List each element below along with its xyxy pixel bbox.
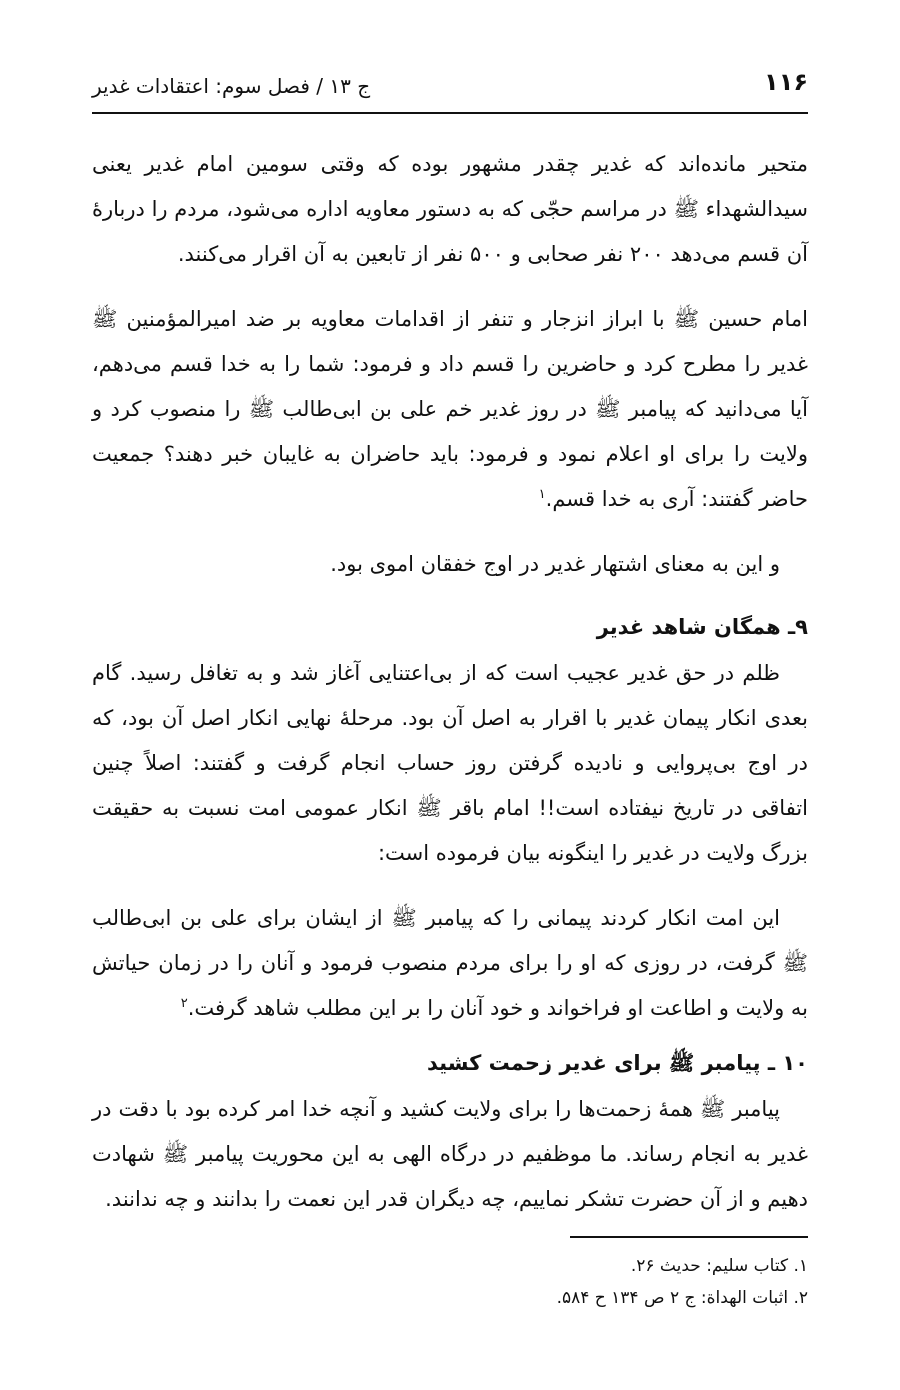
section-heading: ۹ـ همگان شاهد غدیر [596,615,808,639]
quote-paragraph [92,896,808,1031]
running-title: ج ۱۳ / فصل سوم: اعتقادات غدیر [92,74,371,98]
footnote-mark: ۲ [180,996,188,1011]
paragraph: ظلم در حق غدیر عجیب است که از بی‌اعتنایی آغاز شد و به تغافل رسید. گام بعدی انکار پیمان غدیر با اقرار به اصل آن بود. مرحلهٔ نهایی انکار اصل آن بود، که در اوج بی‌پروایی و نادیده گرفتن روز حساب انجام گرفت و گفتند: اصلاً چنین اتفاقی در تاریخ نیفتاده است!! امام باقر ﷺ انکار عمومی امت نسبت به حقیقت بزرگ ولایت در غدیر را اینگونه بیان فرموده است: [92,661,808,865]
paragraph: پیامبر ﷺ همهٔ زحمت‌ها را برای ولایت کشید و آنچه خدا امر کرده بود با دقت در غدیر به انجام رساند. ما موظفیم در درگاه الهی به این محوریت پیامبر ﷺ شهادت دهیم و از آن حضرت تشکر نماییم، چه دیگران قدر این نعمت را بدانند و چه ندانند. [92,1097,808,1211]
body-text [92,142,808,1222]
paragraph-text: این امت انکار کردند پیمانی را که پیامبر ﷺ از ایشان برای علی بن ابی‌طالب ﷺ گرفت، در روزی که او را برای مردم منصوب فرمود و آنان را در زمان حیاتش به ولایت و اطاعت او فراخواند و خود آنان را بر این مطلب شاهد گرفت. [92,906,808,1020]
paragraph [92,297,808,522]
footnotes [92,1250,808,1314]
running-header [92,60,808,114]
paragraph: و این به معنای اشتهار غدیر در اوج خفقان اموی بود. [330,552,780,576]
footnote-divider [570,1236,808,1238]
footnote: ۲. اثبات الهداة: ج ۲ ص ۱۳۴ ح ۵۸۴. [556,1288,808,1308]
footnote-mark: ۱ [538,487,546,502]
paragraph-text: امام حسین ﷺ با ابراز انزجار و تنفر از اقدامات معاویه بر ضد امیرالمؤمنین ﷺ غدیر را مطرح کرد و حاضرین را قسم داد و فرمود: شما را به خدا قسم می‌دهم، آیا می‌دانید که پیامبر ﷺ در روز غدیر خم علی بن ابی‌طالب ﷺ را منصوب کرد و ولایت را برای او اعلام نمود و فرمود: باید حاضران به غایبان خبر دهند؟ جمعیت حاضر گفتند: آری به خدا قسم. [92,307,808,511]
section-heading: ۱۰ ـ پیامبر ﷺ برای غدیر زحمت کشید [427,1051,808,1075]
document-page [92,60,808,1314]
footnote: ۱. کتاب سلیم: حدیث ۲۶. [630,1256,808,1276]
page-number: ۱۱۶ [764,68,808,96]
paragraph: متحیر مانده‌اند که غدیر چقدر مشهور بوده که وقتی سومین امام غدیر یعنی سیدالشهداء ﷺ در مراسم حجّی که به دستور معاویه اداره می‌شود، مردم را دربارهٔ آن قسم می‌دهد ۲۰۰ نفر صحابی و ۵۰۰ نفر از تابعین به آن اقرار می‌کنند. [92,152,808,266]
